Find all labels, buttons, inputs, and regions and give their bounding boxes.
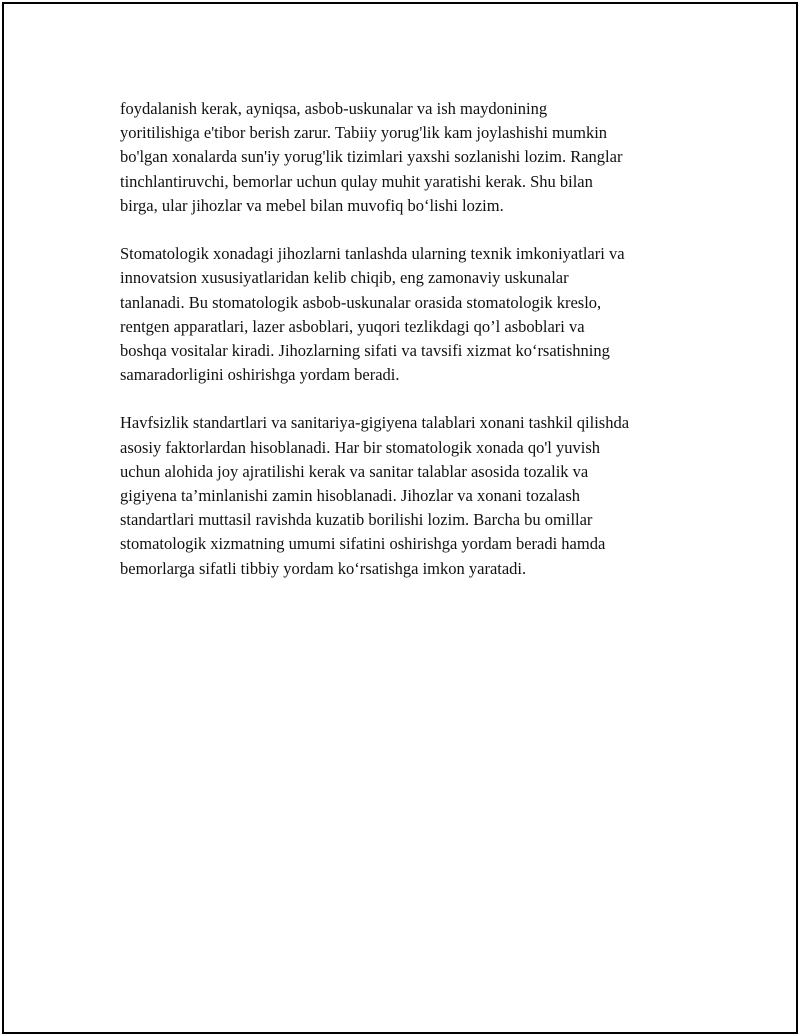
text-line: rentgen apparatlari, lazer asboblari, yuqori tezlikdagi qo’l asboblari va [120,316,585,336]
paragraph-safety [120,411,710,580]
text-line: standartlari muttasil ravishda kuzatib borilishi lozim. Barcha bu omillar [120,510,593,530]
text-line: yoritilishiga e'tibor berish zarur. Tabiiy yorug'lik kam joylashishi mumkin [120,123,608,143]
text-line: bo'lgan xonalarda sun'iy yorug'lik tizimlari yaxshi sozlanishi lozim. Ranglar [120,147,623,167]
paragraph-lighting [120,97,710,218]
paragraph-equipment [120,242,710,387]
text-line: uchun alohida joy ajratilishi kerak va sanitar talablar asosida tozalik va [120,461,589,481]
text-line: Stomatologik xonadagi jihozlarni tanlashda ularning texnik imkoniyatlari va [120,244,625,264]
text-line: innovatsion xususiyatlaridan kelib chiqib, eng zamonaviy uskunalar [120,268,569,288]
text-line: samaradorligini oshirishga yordam beradi. [120,365,400,385]
text-line: asosiy faktorlardan hisoblanadi. Har bir stomatologik xonada qo'l yuvish [120,437,601,457]
text-line: bemorlarga sifatli tibbiy yordam ko‘rsatishga imkon yaratadi. [120,558,527,578]
text-line: Havfsizlik standartlari va sanitariya-gigiyena talablari xonani tashkil qilishda [120,413,630,433]
text-line: stomatologik xizmatning umumi sifatini oshirishga yordam beradi hamda [120,534,606,554]
text-line: boshqa vositalar kiradi. Jihozlarning sifati va tavsifi xizmat ko‘rsatishning [120,340,610,360]
text-line: tinchlantiruvchi, bemorlar uchun qulay muhit yaratishi kerak. Shu bilan [120,171,593,191]
document-page [2,2,798,1034]
document-body [120,97,710,581]
text-line: gigiyena ta’minlanishi zamin hisoblanadi. Jihozlar va xonani tozalash [120,486,581,505]
text-line: foydalanish kerak, ayniqsa, asbob-uskunalar va ish maydonining [120,99,548,118]
text-line: birga, ular jihozlar va mebel bilan muvofiq bo‘lishi lozim. [120,195,504,215]
text-line: tanlanadi. Bu stomatologik asbob-uskunalar orasida stomatologik kreslo, [120,292,602,312]
